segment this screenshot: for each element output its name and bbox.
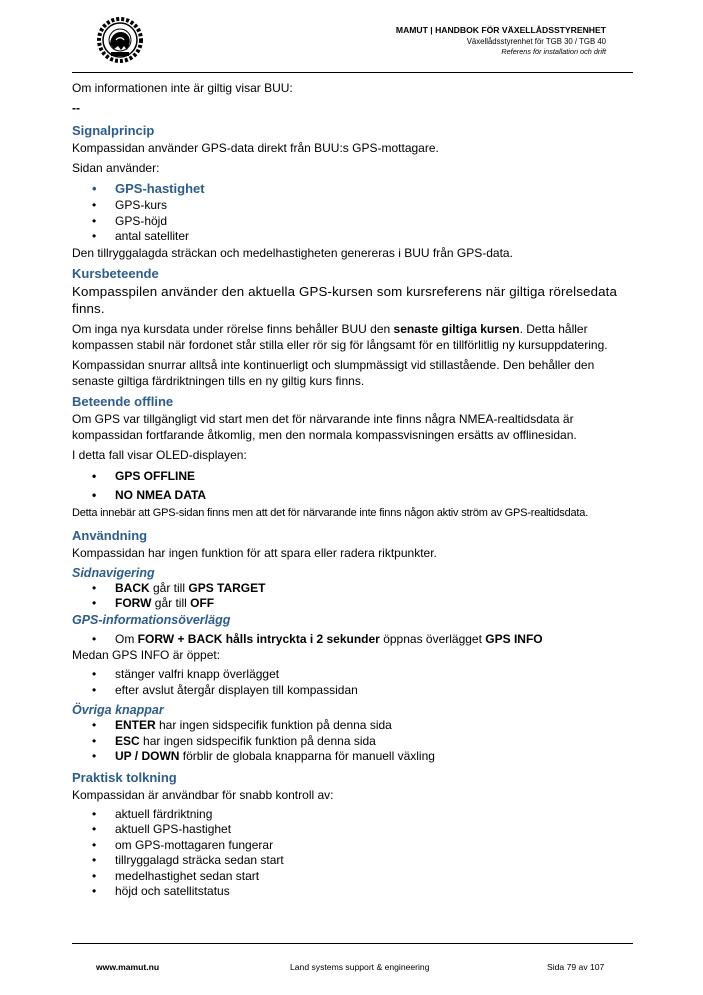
nav-target: GPS TARGET	[188, 580, 266, 595]
list-item: • NO NMEA DATA	[72, 486, 637, 505]
list-item: • tillryggalagd sträcka sedan start	[72, 853, 637, 869]
other-text: förblir de globala knapparna för manuell växling	[179, 749, 435, 763]
intro-text: Om informationen inte är giltig visar BUU:	[72, 81, 293, 95]
header-title: MAMUT | HANDBOK FÖR VÄXELLÅDSSTYRENHET	[395, 25, 606, 35]
list-item: • GPS OFFLINE	[72, 467, 637, 486]
list-item: • stänger valfri knapp överlägget	[72, 667, 637, 683]
list-item: • medelhastighet sedan start	[72, 869, 637, 885]
list-item: • GPS-höjd	[72, 214, 637, 230]
signal-p2: Sidan använder:	[72, 161, 160, 175]
header-divider	[72, 72, 633, 73]
header-subtitle-italic: Referens för installation och drift	[501, 47, 606, 56]
practical-list	[72, 807, 637, 900]
overlay-sub-list	[72, 667, 637, 698]
overlay-mid: öppnas överlägget	[379, 631, 486, 646]
nav-mid: går till	[151, 596, 191, 610]
offline-p2: I detta fall visar OLED-displayen:	[72, 447, 247, 462]
signal-p1: Kompassidan använder GPS-data direkt från BUU:s GPS-mottagare.	[72, 141, 439, 155]
overlay-keys: FORW + BACK hålls intryckta i 2 sekunder	[137, 631, 380, 646]
overlay-heading: GPS-informationsöverlägg	[72, 612, 231, 627]
list-item: • aktuell färdriktning	[72, 807, 637, 823]
other-list	[72, 718, 637, 765]
practical-heading: Praktisk tolkning	[72, 769, 177, 785]
list-item	[72, 632, 637, 648]
list-item: • GPS-hastighet	[72, 180, 637, 198]
kurs-p2-a: Om inga nya kursdata under rörelse finns behåller BUU den	[72, 321, 394, 336]
header-subtitle: Växellådsstyrenhet för TGB 30 / TGB 40	[466, 37, 606, 46]
other-key: ESC	[115, 733, 140, 748]
kurs-p3: Kompassidan snurrar alltså inte kontinuerligt och slumpmässigt vid stillastående. Den behåller den senaste giltiga färdriktningen tills en ny giltig kurs finns.	[72, 357, 595, 388]
nav-key: FORW	[115, 596, 152, 610]
overlay-list	[72, 632, 637, 648]
overlay-pre: Om	[115, 631, 138, 646]
practical-p1: Kompassidan är användbar för snabb kontroll av:	[72, 787, 334, 802]
list-item: • efter avslut återgår displayen till kompassidan	[72, 683, 637, 699]
footer-divider	[72, 943, 633, 944]
list-item	[72, 734, 637, 750]
other-text: har ingen sidspecifik funktion på denna sida	[139, 733, 376, 748]
other-key: ENTER	[115, 718, 156, 732]
list-item: • aktuell GPS-hastighet	[72, 822, 637, 838]
kurs-p2	[72, 321, 637, 353]
nav-target: OFF	[190, 596, 215, 610]
kurs-p2-bold: senaste giltiga kursen	[393, 321, 520, 336]
list-item	[72, 749, 637, 765]
list-item: • höjd och satellitstatus	[72, 884, 637, 900]
usage-heading: Användning	[72, 527, 148, 543]
offline-p3: Detta innebär att GPS-sidan finns men att det för närvarande inte finns någon aktiv ström av GPS-realtidsdata.	[72, 506, 589, 519]
list-item: • GPS-kurs	[72, 198, 637, 214]
footer-website-link[interactable]: www.mamut.nu	[96, 962, 160, 972]
nav-list	[72, 581, 637, 612]
dash-text: --	[72, 101, 80, 115]
nav-key: BACK	[115, 580, 150, 595]
kurs-heading: Kursbeteende	[72, 265, 159, 281]
nav-heading: Sidnavigering	[72, 565, 155, 580]
list-item: • om GPS-mottagaren fungerar	[72, 838, 637, 854]
kurs-p2-c: . Detta håller kompassen stabil när fordonet står stilla eller rör sig för långsamt för en tillförlitlig ny kursuppdatering.	[72, 321, 608, 352]
footer-center-text: Land systems support & engineering	[290, 962, 430, 972]
overlay-p: Medan GPS INFO är öppet:	[72, 648, 221, 662]
offline-list	[72, 467, 637, 505]
list-item	[72, 596, 637, 612]
signal-list	[72, 180, 637, 245]
page-content	[72, 80, 637, 900]
list-item: • antal satelliter	[72, 229, 637, 245]
kurs-p1: Kompasspilen använder den aktuella GPS-kursen som kursreferens när giltiga rörelsedata finns.	[72, 283, 618, 316]
usage-p1: Kompassidan har ingen funktion för att spara eller radera riktpunkter.	[72, 545, 437, 560]
other-text: har ingen sidspecifik funktion på denna sida	[155, 718, 392, 732]
document-header	[396, 24, 606, 57]
offline-heading: Beteende offline	[72, 393, 174, 409]
signal-p3: Den tillryggalagda sträckan och medelhastigheten genereras i BUU från GPS-data.	[72, 245, 513, 260]
other-key: UP / DOWN	[115, 749, 180, 763]
offline-p1: Om GPS var tillgängligt vid start men det för närvarande inte finns några NMEA-realtidsdata är kompassidan fortfarande åtkomlig, men den normala kompassvisningen ersätts av offlinesidan.	[72, 411, 577, 442]
list-item	[72, 718, 637, 734]
page-number: Sida 79 av 107	[547, 962, 605, 972]
signal-heading: Signalprincip	[72, 123, 155, 138]
list-item	[72, 581, 637, 597]
other-heading: Övriga knappar	[72, 703, 164, 717]
overlay-target: GPS INFO	[485, 631, 543, 646]
mamut-logo-icon	[96, 16, 144, 64]
nav-mid: går till	[149, 580, 189, 595]
